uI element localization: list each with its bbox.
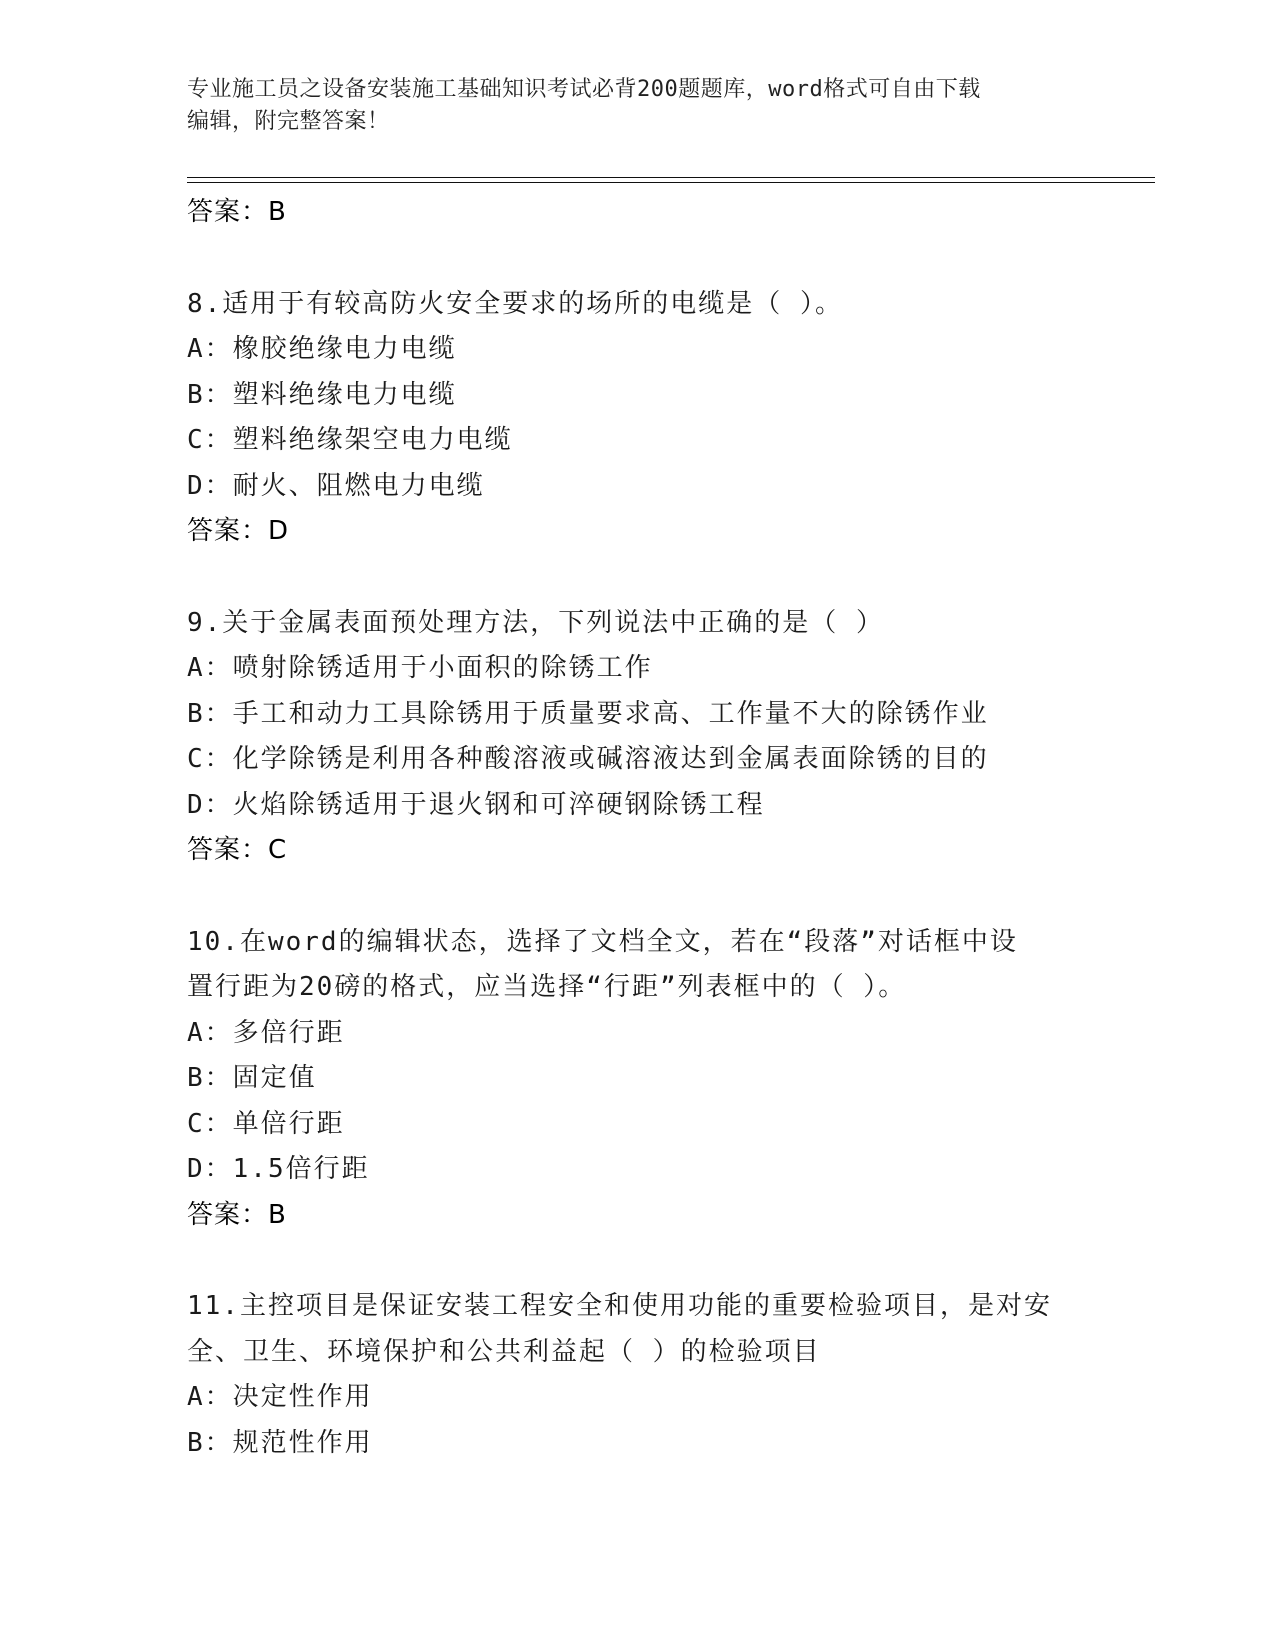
option-c: C：化学除锈是利用各种酸溶液或碱溶液达到金属表面除锈的目的 — [187, 744, 989, 774]
question-text-line-1: 11.主控项目是保证安装工程安全和使用功能的重要检验项目，是对安 — [187, 1291, 1052, 1321]
question-list — [187, 190, 1087, 1466]
question-text-line-2: 全、卫生、环境保护和公共利益起（ ）的检验项目 — [187, 1336, 821, 1367]
option-d: D：1.5倍行距 — [187, 1154, 370, 1184]
spacer — [187, 1238, 1087, 1284]
question-8 — [187, 282, 1087, 555]
question-11 — [187, 1284, 1087, 1466]
option-c: C：塑料绝缘架空电力电缆 — [187, 425, 513, 455]
answer: 答案：B — [187, 1199, 287, 1230]
option-a: A：橡胶绝缘电力电缆 — [187, 334, 457, 364]
header-divider-bottom — [187, 182, 1155, 183]
spacer — [187, 555, 1087, 601]
document-header — [187, 74, 1087, 138]
option-b: B：规范性作用 — [187, 1427, 373, 1458]
answer: 答案：D — [187, 516, 290, 546]
header-line-1: 专业施工员之设备安装施工基础知识考试必背200题题库，word格式可自由下载 — [187, 77, 981, 102]
option-b: B：手工和动力工具除锈用于质量要求高、工作量不大的除锈作业 — [187, 698, 989, 729]
header-divider-top — [187, 177, 1155, 178]
option-c: C：单倍行距 — [187, 1108, 345, 1139]
question-text-line-2: 置行距为20磅的格式，应当选择“行距”列表框中的（ ）。 — [187, 972, 907, 1002]
option-a: A：决定性作用 — [187, 1382, 373, 1412]
option-a: A：喷射除锈适用于小面积的除锈工作 — [187, 653, 653, 683]
answer: 答案：C — [187, 835, 288, 865]
option-b: B：塑料绝缘电力电缆 — [187, 379, 457, 410]
question-text-line-1: 10.在word的编辑状态，选择了文档全文，若在“段落”对话框中设 — [187, 926, 1018, 957]
previous-answer: 答案：B — [187, 197, 287, 227]
option-b: B：固定值 — [187, 1063, 317, 1093]
header-line-2: 编辑，附完整答案！ — [187, 109, 390, 134]
question-9 — [187, 601, 1087, 874]
option-a: A：多倍行距 — [187, 1017, 345, 1048]
option-d: D：耐火、阻燃电力电缆 — [187, 470, 485, 501]
spacer — [187, 874, 1087, 920]
question-text: 8.适用于有较高防火安全要求的场所的电缆是（ ）。 — [187, 288, 843, 319]
question-10 — [187, 920, 1087, 1239]
question-text: 9.关于金属表面预处理方法，下列说法中正确的是（ ） — [187, 607, 884, 638]
option-d: D：火焰除锈适用于退火钢和可淬硬钢除锈工程 — [187, 789, 765, 820]
spacer — [187, 236, 1087, 282]
